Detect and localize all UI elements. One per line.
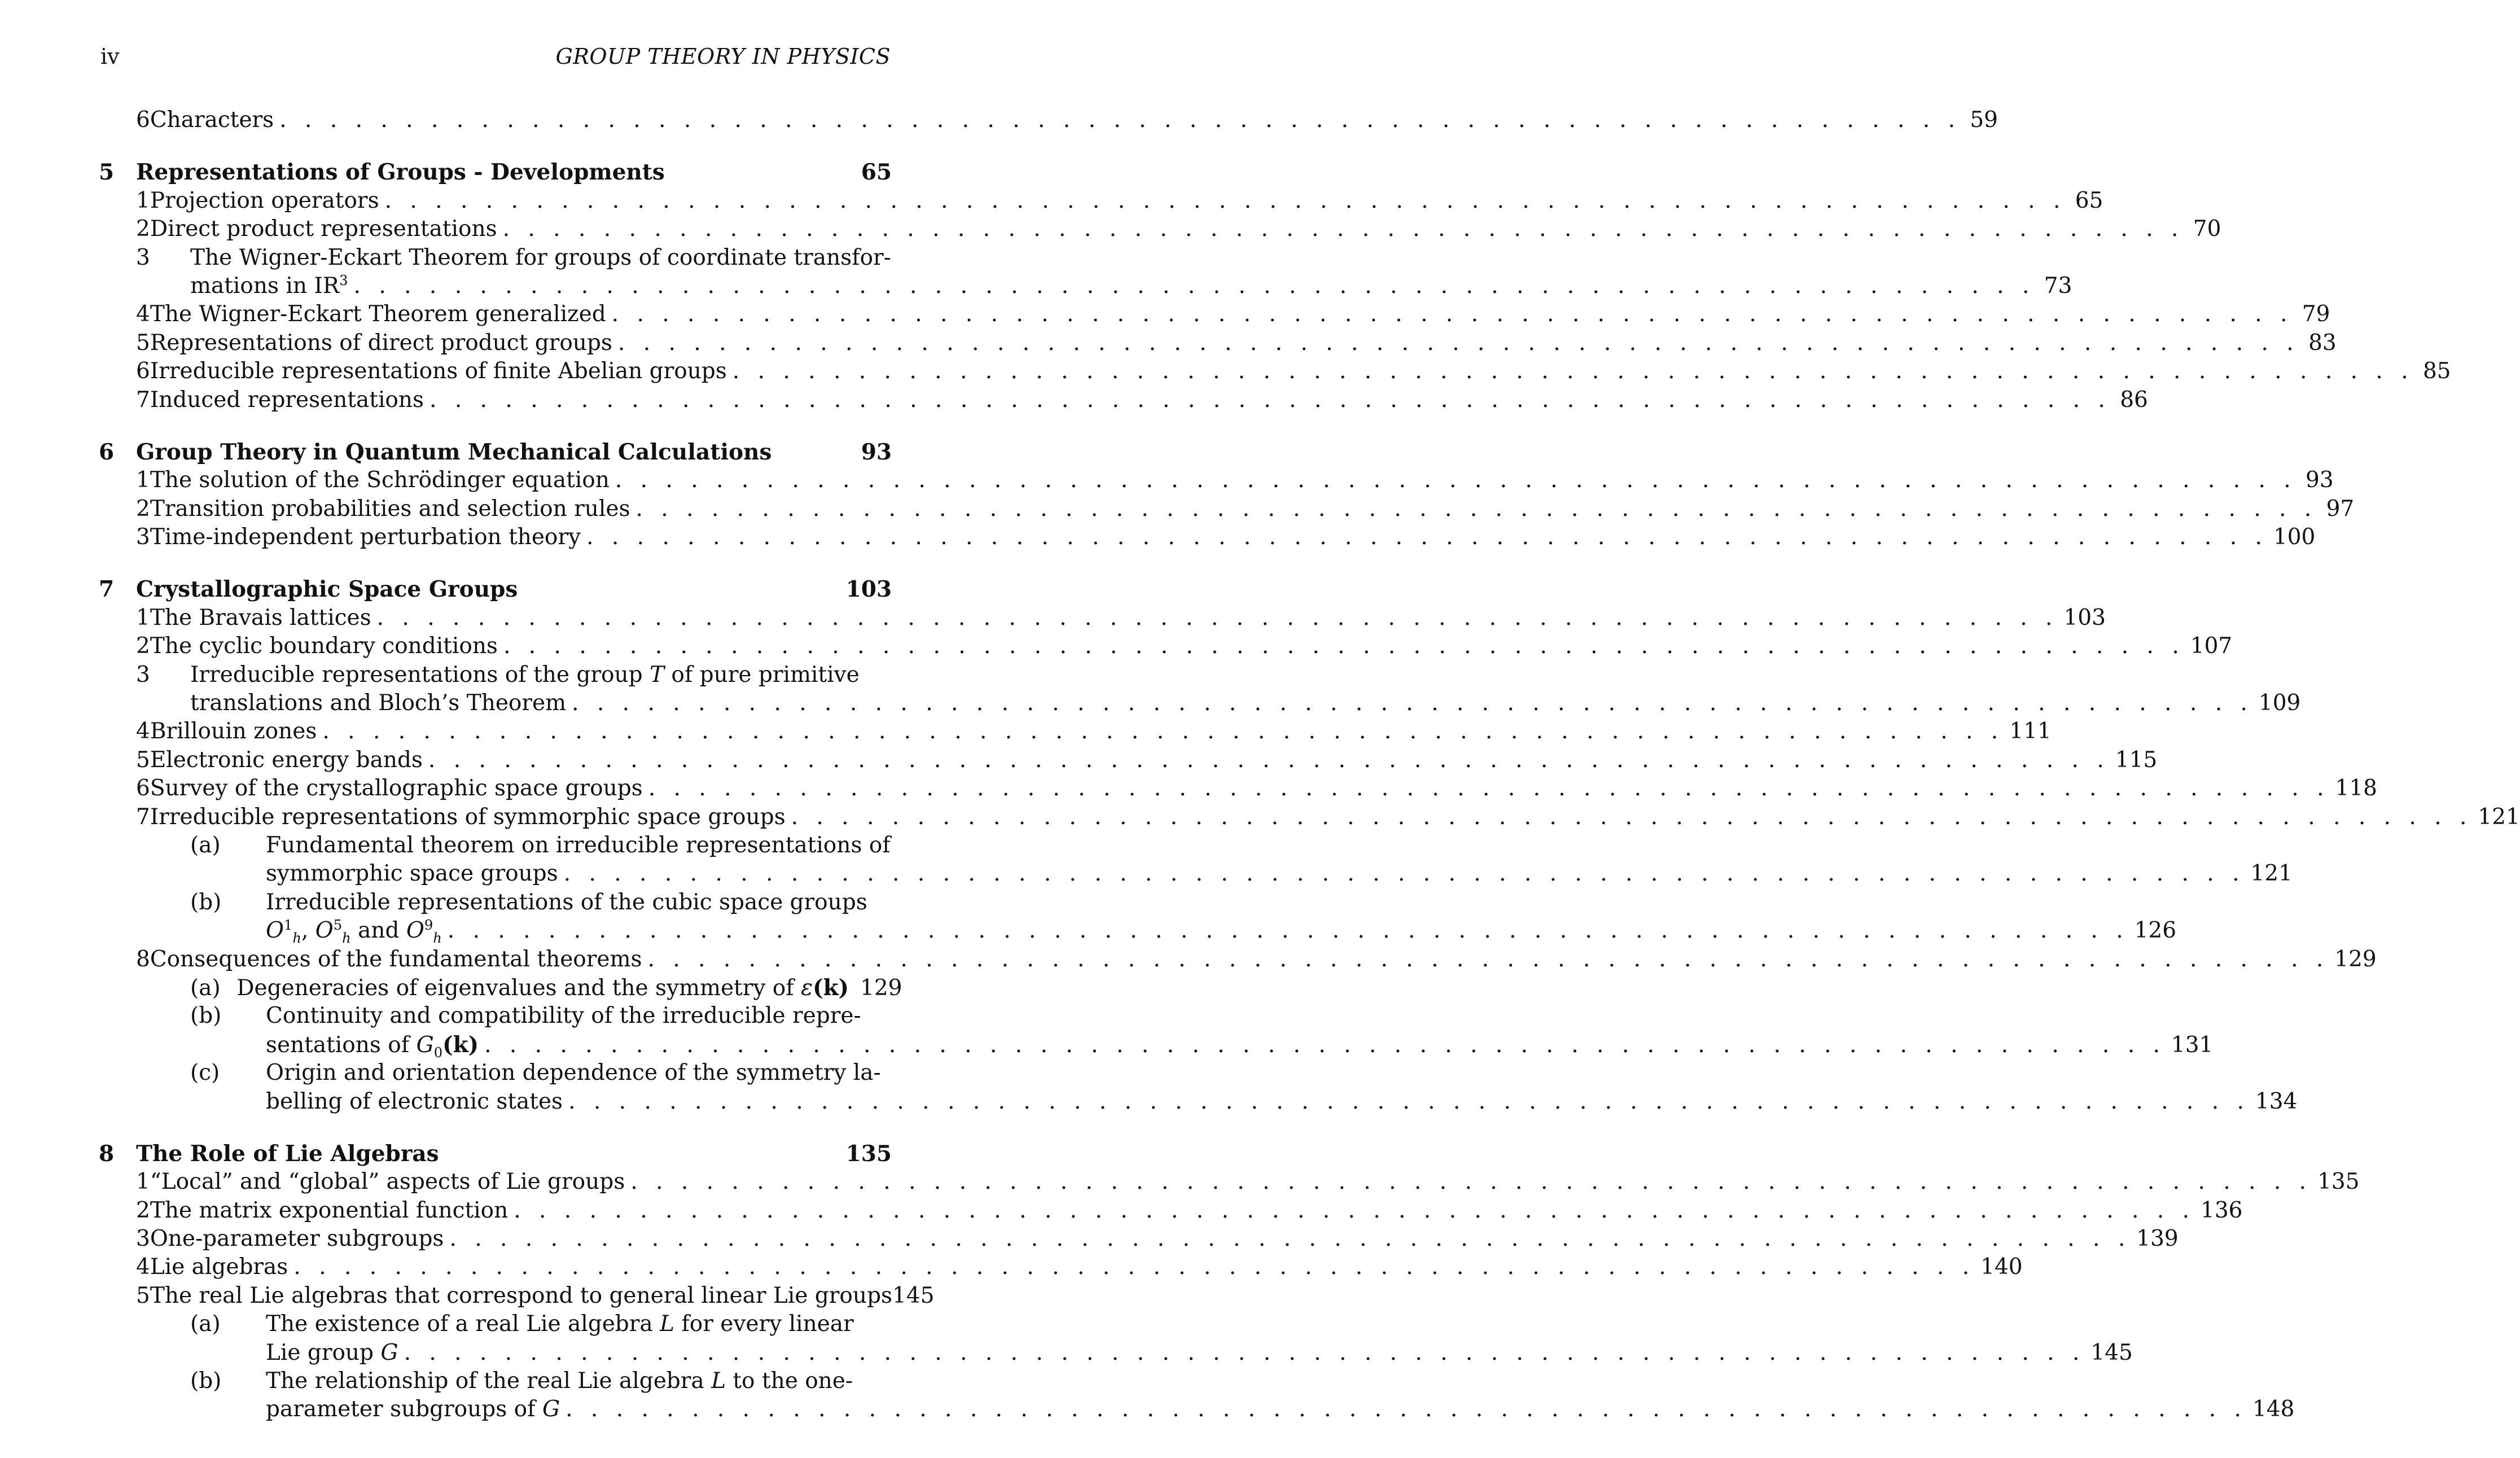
page-ref: 131 — [2171, 1032, 2214, 1058]
toc-entry[interactable] — [99, 662, 892, 690]
leader-dots: . . . . . . . . . . . . . . . . . . . . . . . . . . . . . . . . . . . . . . . . . . . . . . . . . . . . . . . . . . . . . . . . . . . — [566, 1396, 2247, 1422]
toc-entry[interactable] — [99, 804, 2520, 833]
leader-dots: . . . . . . . . . . . . . . . . . . . . . . . . . . . . . . . . . . . . . . . . . . . . . . . . . . . . . . . . . . . . . . . . . . . — [322, 719, 2004, 745]
toc-entry[interactable] — [99, 747, 2158, 776]
leader-dots: . . . . . . . . . . . . . . . . . . . . . . . . . . . . . . . . . . . . . . . . . . . . . . . . . . . . . . . . . . . . . . . . . . . — [630, 1169, 2312, 1195]
page-ref: 140 — [1980, 1254, 2023, 1280]
section-number: 3 — [136, 244, 150, 270]
page-ref: 139 — [2136, 1226, 2179, 1252]
toc-entry[interactable] — [99, 1254, 2023, 1282]
section-number: 3 — [136, 1226, 150, 1252]
page-ref: 134 — [2255, 1088, 2298, 1114]
section-number: 3 — [136, 524, 150, 550]
chapter-page: 93 — [861, 439, 892, 465]
chapter-number: 8 — [99, 1140, 115, 1167]
toc-entry[interactable] — [99, 330, 2337, 358]
section-number: 2 — [136, 633, 150, 659]
leader-dots: . . . . . . . . . . . . . . . . . . . . . . . . . . . . . . . . . . . . . . . . . . . . . . . . . . . . . . . . . . . . . . . . . . . — [293, 1254, 1975, 1280]
page-number: iv — [100, 44, 120, 69]
leader-dots: . . . . . . . . . . . . . . . . . . . . . . . . . . . . . . . . . . . . . . . . . . . . . . . . . . . . . . . . . . . . . . . . . . . — [586, 524, 2268, 550]
toc-entry[interactable] — [99, 107, 1998, 135]
leader-dots: . . . . . . . . . . . . . . . . . . . . . . . . . . . . . . . . . . . . . . . . . . . . . . . . . . . . . . . . . . . . . . . . . . . — [376, 605, 2058, 631]
section-title: The matrix exponential function — [150, 1197, 509, 1223]
toc-entry[interactable] — [99, 1282, 935, 1311]
toc-entry-continued[interactable] — [99, 272, 2072, 301]
section-title: The cyclic boundary conditions — [150, 633, 498, 659]
leader-dots: . . . . . . . . . . . . . . . . . . . . . . . . . . . . . . . . . . . . . . . . . . . . . . . . . . . . . . . . . . . . . . . . . . . — [449, 1226, 2131, 1252]
toc-entry-continued[interactable] — [99, 690, 2301, 719]
leader-dots: . . . . . . . . . . . . . . . . . . . . . . . . . . . . . . . . . . . . . . . . . . . . . . . . . . . . . . . . . . . . . . . . . . . — [447, 918, 2129, 944]
page-ref: 65 — [2075, 187, 2103, 213]
leader-dots: . . . . . . . . . . . . . . . . . . . . . . . . . . . . . . . . . . . . . . . . . . . . . . . . . . . . . . . . . . . . . . . . . . . — [615, 467, 2297, 493]
section-title: Irreducible representations of the group T of pure primitive — [190, 662, 860, 688]
section-title: The Wigner-Eckart Theorem generalized — [150, 301, 606, 327]
section-title: Direct product representations — [150, 216, 497, 242]
leader-dots: . . . . . . . . . . . . . . . . . . . . . . . . . . . . . . . . . . . . . . . . . . . . . . . . . . . . . . . . . . . . . . . . . . . — [648, 776, 2330, 802]
toc-subentry[interactable] — [99, 974, 902, 1003]
section-title: Irreducible representations of symmorphic space groups — [150, 804, 786, 830]
section-title: The real Lie algebras that correspond to general linear Lie groups — [150, 1282, 892, 1308]
subsection-title: symmorphic space groups — [266, 861, 558, 887]
page-ref: 85 — [2422, 358, 2451, 384]
section-title: Time-independent perturbation theory — [150, 524, 581, 550]
leader-dots: . . . . . . . . . . . . . . . . . . . . . . . . . . . . . . . . . . . . . . . . . . . . . . . . . . . . . . . . . . . . . . . . . . . — [279, 107, 1961, 133]
toc-subentry[interactable] — [99, 833, 892, 861]
section-title: Induced representations — [150, 387, 424, 413]
section-number: 6 — [136, 107, 150, 133]
toc-entry[interactable] — [99, 467, 2334, 496]
toc-subentry-continued[interactable] — [99, 917, 2177, 946]
section-title: The solution of the Schrödinger equation — [150, 467, 610, 493]
subsection-title: The existence of a real Lie algebra L for every linear — [266, 1311, 854, 1337]
toc-subentry[interactable] — [99, 1311, 892, 1339]
toc-entry[interactable] — [99, 216, 2221, 244]
section-title: Irreducible representations of finite Abelian groups — [150, 358, 727, 384]
section-number: 2 — [136, 216, 150, 242]
section-title: mations in $IR^3$ — [190, 272, 348, 299]
toc-entry[interactable] — [99, 496, 2355, 524]
section-title: Characters — [150, 107, 274, 133]
toc-entry[interactable] — [99, 946, 2377, 975]
page-ref: 115 — [2115, 747, 2158, 773]
subsection-title: The relationship of the real Lie algebra L to the one- — [266, 1368, 853, 1394]
toc-entry[interactable] — [99, 719, 2052, 747]
subsection-title: Origin and orientation dependence of the symmetry la- — [266, 1060, 881, 1086]
section-title: Brillouin zones — [150, 719, 317, 745]
section-title: “Local” and “global” aspects of Lie groups — [150, 1169, 625, 1195]
subsection-title: Fundamental theorem on irreducible representations of — [266, 832, 891, 858]
page-ref: 129 — [860, 975, 902, 1001]
chapter-title: The Role of Lie Algebras — [136, 1140, 439, 1167]
page-ref: 135 — [2317, 1169, 2360, 1195]
section-number: 4 — [136, 719, 150, 745]
chapter-page: 103 — [845, 576, 892, 603]
leader-dots: . . . . . . . . . . . . . . . . . . . . . . . . . . . . . . . . . . . . . . . . . . . . . . . . . . . . . . . . . . . . . . . . . . . — [384, 187, 2066, 213]
toc-entry[interactable] — [99, 387, 2148, 415]
subsection-title: $O^1_h$, $O^5_h$ and $O^9_h$ — [266, 917, 442, 946]
section-number: 1 — [136, 605, 150, 631]
section-number: 7 — [136, 387, 150, 413]
section-number: 1 — [136, 467, 150, 493]
section-number: 1 — [136, 1169, 150, 1195]
leader-dots: . . . . . . . . . . . . . . . . . . . . . . . . . . . . . . . . . . . . . . . . . . . . . . . . . . . . . . . . . . . . . . . . . . . — [430, 387, 2111, 413]
leader-dots: . . . . . . . . . . . . . . . . . . . . . . . . . . . . . . . . . . . . . . . . . . . . . . . . . . . . . . . . . . . . . . . . . . . — [502, 216, 2184, 242]
page-ref: 111 — [2009, 719, 2052, 745]
chapter-heading[interactable] — [99, 576, 892, 605]
chapter-title: Group Theory in Quantum Mechanical Calculations — [136, 439, 772, 465]
section-title: Transition probabilities and selection rules — [150, 496, 630, 522]
subsection-title: parameter subgroups of G — [266, 1396, 560, 1422]
toc-entry[interactable] — [99, 776, 2377, 804]
section-number: 7 — [136, 804, 150, 830]
chapter-number: 6 — [99, 439, 115, 465]
leader-dots: . . . . . . . . . . . . . . . . . . . . . . . . . . . . . . . . . . . . . . . . . . . . . . . . . . . . . . . . . . . . . . . . . . . — [428, 747, 2110, 773]
toc-entry[interactable] — [99, 633, 2233, 662]
subsection-title: sentations of $G_0(k)$ — [266, 1031, 479, 1061]
section-title: Lie algebras — [150, 1254, 288, 1280]
page-ref: 109 — [2258, 690, 2301, 716]
toc-entry[interactable] — [99, 358, 2451, 387]
page-ref: 145 — [892, 1282, 935, 1308]
leader-dots: . . . . . . . . . . . . . . . . . . . . . . . . . . . . . . . . . . . . . . . . . . . . . . . . . . . . . . . . . . . . . . . . . . . — [791, 804, 2473, 830]
toc-subentry[interactable] — [99, 890, 892, 918]
page-ref: 59 — [1970, 107, 1998, 133]
toc-subentry-continued[interactable] — [99, 1396, 2295, 1425]
chapter-heading[interactable] — [99, 439, 892, 467]
page-ref: 70 — [2193, 216, 2221, 242]
section-number: 4 — [136, 1254, 150, 1280]
toc-entry[interactable] — [99, 1197, 2243, 1226]
leader-dots: . . . . . . . . . . . . . . . . . . . . . . . . . . . . . . . . . . . . . . . . . . . . . . . . . . . . . . . . . . . . . . . . . . . — [514, 1197, 2195, 1223]
chapter-number: 7 — [99, 576, 115, 603]
toc-entry[interactable] — [99, 245, 892, 273]
toc-subentry-continued[interactable] — [99, 1088, 2298, 1117]
page-ref: 100 — [2273, 524, 2316, 550]
leader-dots: . . . . . . . . . . . . . . . . . . . . . . . . . . . . . . . . . . . . . . . . . . . . . . . . . . . . . . . . . . . . . . . . . . . — [404, 1339, 2085, 1365]
leader-dots: . . . . . . . . . . . . . . . . . . . . . . . . . . . . . . . . . . . . . . . . . . . . . . . . . . . . . . . . . . . . . . . . . . . — [353, 273, 2035, 299]
table-of-contents — [99, 107, 2520, 1425]
page-ref: 73 — [2044, 273, 2072, 299]
section-number: 2 — [136, 1197, 150, 1223]
subsection-title: Degeneracies of eigenvalues and the symmetry of ε(k) — [236, 974, 849, 1001]
toc-entry[interactable] — [99, 1226, 2179, 1254]
section-title: Representations of direct product groups — [150, 330, 612, 356]
page-ref: 107 — [2190, 633, 2233, 659]
chapter-page: 135 — [845, 1140, 892, 1167]
toc-entry[interactable] — [99, 605, 2106, 633]
toc-entry[interactable] — [99, 1169, 2360, 1197]
subsection-label: (b) — [190, 1368, 222, 1394]
page-ref: 121 — [2250, 861, 2293, 887]
section-number: 5 — [136, 747, 150, 773]
section-number: 5 — [136, 330, 150, 356]
section-number: 2 — [136, 496, 150, 522]
leader-dots: . . . . . . . . . . . . . . . . . . . . . . . . . . . . . . . . . . . . . . . . . . . . . . . . . . . . . . . . . . . . . . . . . . . — [647, 946, 2329, 972]
page-ref: 145 — [2090, 1339, 2133, 1365]
page-ref: 129 — [2334, 946, 2377, 972]
chapter-heading[interactable] — [99, 1141, 892, 1169]
page-ref: 79 — [2302, 301, 2330, 327]
subsection-title: Lie group G — [266, 1339, 398, 1365]
page-ref: 93 — [2306, 467, 2334, 493]
leader-dots: . . . . . . . . . . . . . . . . . . . . . . . . . . . . . . . . . . . . . . . . . . . . . . . . . . . . . . . . . . . . . . . . . . . — [636, 496, 2317, 522]
leader-dots: . . . . . . . . . . . . . . . . . . . . . . . . . . . . . . . . . . . . . . . . . . . . . . . . . . . . . . . . . . . . . . . . . . . — [611, 301, 2293, 327]
section-title: The Wigner-Eckart Theorem for groups of coordinate transfor- — [190, 244, 891, 270]
section-title: Projection operators — [150, 187, 379, 213]
toc-entry[interactable] — [99, 524, 2316, 553]
page-ref: 103 — [2063, 605, 2106, 631]
subsection-label: (a) — [190, 832, 221, 858]
page-ref: 97 — [2326, 496, 2355, 522]
toc-subentry[interactable] — [99, 1368, 892, 1396]
leader-dots: . . . . . . . . . . . . . . . . . . . . . . . . . . . . . . . . . . . . . . . . . . . . . . . . . . . . . . . . . . . . . . . . . . . — [617, 330, 2299, 356]
page-ref: 126 — [2134, 918, 2177, 944]
section-number: 4 — [136, 301, 150, 327]
toc-subentry-continued[interactable] — [99, 1339, 2133, 1368]
subsection-label: (a) — [190, 975, 221, 1001]
chapter-title: Representations of Groups - Developments — [136, 159, 665, 186]
leader-dots: . . . . . . . . . . . . . . . . . . . . . . . . . . . . . . . . . . . . . . . . . . . . . . . . . . . . . . . . . . . . . . . . . . . — [484, 1032, 2166, 1058]
section-title: One-parameter subgroups — [150, 1226, 444, 1252]
section-title: translations and Bloch’s Theorem — [190, 690, 567, 716]
section-number: 5 — [136, 1282, 150, 1308]
chapter-title: Crystallographic Space Groups — [136, 576, 518, 603]
chapter-page: 65 — [861, 159, 892, 186]
section-title: Electronic energy bands — [150, 747, 423, 773]
page-ref: 148 — [2252, 1396, 2295, 1422]
section-title: Consequences of the fundamental theorems — [150, 946, 642, 972]
page-ref: 121 — [2478, 804, 2520, 830]
subsection-label: (b) — [190, 1003, 222, 1029]
section-number: 6 — [136, 776, 150, 802]
toc-subentry[interactable] — [99, 1060, 892, 1088]
toc-entry[interactable] — [99, 187, 2103, 216]
page-ref: 86 — [2120, 387, 2148, 413]
section-number: 8 — [136, 946, 150, 972]
subsection-title: Irreducible representations of the cubic space groups — [266, 889, 867, 915]
page-ref: 83 — [2308, 330, 2337, 356]
toc-subentry-continued[interactable] — [99, 1031, 2214, 1061]
section-number: 6 — [136, 358, 150, 384]
leader-dots: . . . . . . . . . . . . . . . . . . . . . . . . . . . . . . . . . . . . . . . . . . . . . . . . . . . . . . . . . . . . . . . . . . . — [503, 633, 2185, 659]
subsection-title: belling of electronic states — [266, 1088, 563, 1114]
subsection-label: (c) — [190, 1060, 220, 1086]
chapter-number: 5 — [99, 159, 115, 186]
section-title: The Bravais lattices — [150, 605, 371, 631]
page-ref: 136 — [2201, 1197, 2243, 1223]
subsection-label: (b) — [190, 889, 222, 915]
page-ref: 118 — [2335, 776, 2377, 802]
section-number: 3 — [136, 662, 150, 688]
section-title: Survey of the crystallographic space groups — [150, 776, 643, 802]
subsection-label: (a) — [190, 1311, 221, 1337]
running-title: GROUP THEORY IN PHYSICS — [555, 44, 891, 69]
leader-dots: . . . . . . . . . . . . . . . . . . . . . . . . . . . . . . . . . . . . . . . . . . . . . . . . . . . . . . . . . . . . . . . . . . . — [563, 861, 2245, 887]
leader-dots: . . . . . . . . . . . . . . . . . . . . . . . . . . . . . . . . . . . . . . . . . . . . . . . . . . . . . . . . . . . . . . . . . . . — [732, 358, 2414, 384]
toc-subentry[interactable] — [99, 1003, 892, 1031]
toc-entry[interactable] — [99, 301, 2330, 330]
toc-subentry-continued[interactable] — [99, 861, 2293, 889]
section-number: 1 — [136, 187, 150, 213]
leader-dots: . . . . . . . . . . . . . . . . . . . . . . . . . . . . . . . . . . . . . . . . . . . . . . . . . . . . . . . . . . . . . . . . . . . — [572, 690, 2253, 716]
subsection-title: Continuity and compatibility of the irreducible repre- — [266, 1003, 861, 1029]
chapter-heading[interactable] — [99, 159, 892, 187]
leader-dots: . . . . . . . . . . . . . . . . . . . . . . . . . . . . . . . . . . . . . . . . . . . . . . . . . . . . . . . . . . . . . . . . . . . — [568, 1088, 2250, 1114]
